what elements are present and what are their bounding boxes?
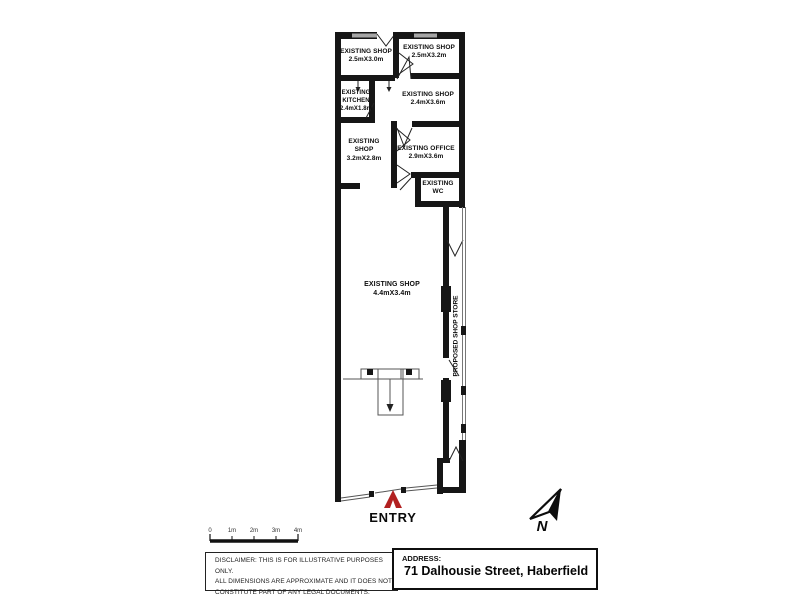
room-label-existing-kitchen: EXISTING KITCHEN 2.4mX1.8m — [339, 90, 373, 112]
scale-tick-0: 0 — [208, 528, 212, 534]
north-arrow-icon — [530, 489, 561, 521]
address-label: ADDRESS: — [402, 554, 442, 563]
room-label-existing-shop-4: EXISTING SHOP 3.2mX2.8m — [346, 138, 382, 162]
scale-bar-labels — [204, 528, 304, 534]
room-label-existing-shop-2: EXISTING SHOP 2.5mX3.2m — [403, 44, 455, 60]
scale-tick-4m: 4m — [293, 528, 303, 534]
room-label-existing-office: EXISTING OFFICE 2.9mX3.6m — [397, 145, 455, 161]
scale-tick-2m: 2m — [249, 528, 259, 534]
stairs — [343, 369, 423, 415]
entry-arrow-icon — [384, 490, 402, 508]
disclaimer-line-3: CONSTITUTE PART OF ANY LEGAL DOCUMENTS. — [215, 588, 370, 596]
room-label-proposed-shop-store: PROPOSED SHOP STORE — [452, 295, 460, 377]
disclaimer-line-2: ALL DIMENSIONS ARE APPROXIMATE AND IT DOES NOT — [215, 578, 393, 586]
disclaimer-line-1: DISCLAIMER: THIS IS FOR ILLUSTRATIVE PURPOSES ONLY. — [215, 557, 383, 575]
address-value: 71 Dalhousie Street, Haberfield — [404, 564, 589, 578]
room-label-existing-wc: EXISTING WC — [422, 180, 454, 196]
scale-bar — [210, 534, 298, 541]
room-label-existing-shop-1: EXISTING SHOP 2.5mX3.0m — [340, 48, 392, 64]
north-label: N — [536, 518, 548, 535]
room-label-existing-shop-main: EXISTING SHOP 4.4mX3.4m — [364, 281, 420, 298]
disclaimer-box — [205, 552, 398, 596]
entry-label: ENTRY — [369, 510, 417, 525]
store-strip-walls — [437, 207, 466, 494]
scale-tick-3m: 3m — [271, 528, 281, 534]
address-box — [392, 548, 598, 590]
room-label-existing-shop-3: EXISTING SHOP 2.4mX3.6m — [402, 91, 454, 107]
scale-tick-1m: 1m — [227, 528, 237, 534]
